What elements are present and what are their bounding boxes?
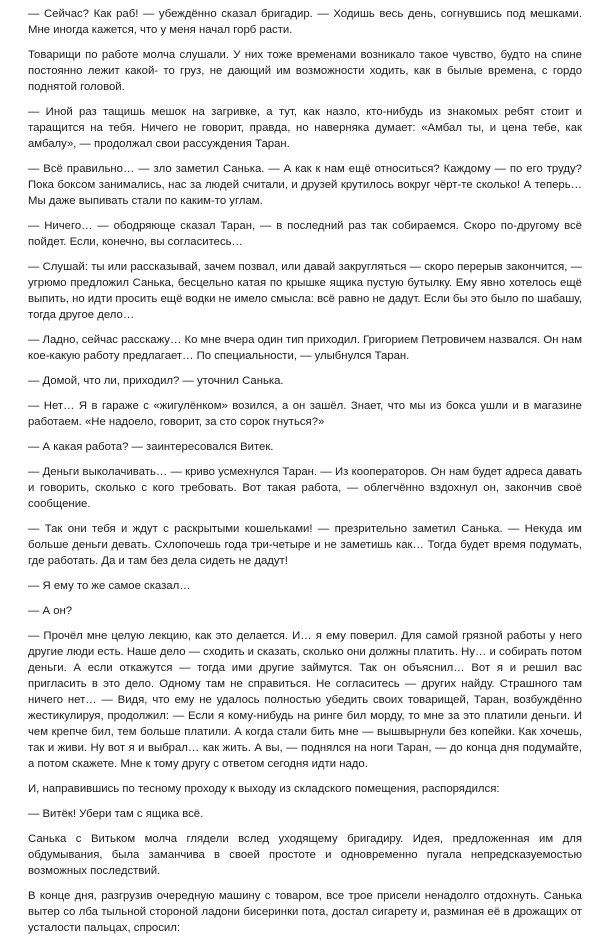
paragraph: — Домой, что ли, приходил? — уточнил Санька.	[28, 375, 284, 387]
paragraph: — Всё правильно… — зло заметил Санька. — А как к нам ещё относиться? Каждому — по его труду? Пока боксом занимались, нас за людей считали, и друзей крутилось вокруг чёрт-те сколько! А теперь… Мы даже выпивать стали по каким-то углам.	[28, 163, 582, 207]
paragraph: Санька с Витьком молча глядели вслед уходящему бригадиру. Идея, предложенная им для обдумывания, была заманчива в своей простоте и одновременно пугала непредсказуемостью возможных последствий.	[28, 833, 582, 877]
paragraph: — А он?	[28, 605, 73, 617]
paragraph: — Деньги выколачивать… — криво усмехнулся Таран. — Из кооператоров. Он нам будет адреса давать и говорить, сколько с кого требовать. Вот такая работа, — облегчённо вздохнул он, закончив своё сообщение.	[28, 466, 582, 510]
paragraph: — Нет… Я в гараже с «жигулёнком» возился, а он зашёл. Знает, что мы из бокса ушли и в магазине работаем. «Не надоело, говорит, за сто сорок гнуться?»	[28, 400, 582, 428]
paragraph: В конце дня, разгрузив очередную машину с товаром, все трое присели ненадолго отдохнуть. Санька вытер со лба тыльной стороной ладони бисеринки пота, достал сигарету и, разминая её в дрожащих от усталости пальцах, спросил:	[28, 890, 582, 934]
paragraph: — Иной раз тащишь мешок на загривке, а тут, как назло, кто-нибудь из знакомых ребят стоит и таращится на тебя. Ничего не говорит, правда, но наверняка думает: «Амбал ты, и цена тебе, как амбалу», — продолжал свои рассуждения Таран.	[28, 106, 582, 150]
paragraph: — Ладно, сейчас расскажу… Ко мне вчера один тип приходил. Григорием Петровичем назвался. Он нам кое-какую работу предлагает… По специальности, — улыбнулся Таран.	[28, 334, 582, 362]
paragraph: — Ничего… — ободряюще сказал Таран, — в последний раз так собираемся. Скоро по-другому всё пойдет. Если, конечно, вы согласитесь…	[28, 220, 582, 248]
paragraph: — Слушай: ты или рассказывай, зачем позвал, или давай закругляться — скоро перерыв закончится, — угрюмо предложил Санька, бесцельно катая по крышке ящика пустую бутылку. Ему явно хотелось ещё выпить, но идти просить ещё водки не имело смысла: всё равно не дадут. Если бы это было по шабашу, тогда другое дело…	[28, 261, 582, 321]
paragraph: — Витёк! Убери там с ящика всё.	[28, 808, 204, 820]
paragraph: — Сейчас? Как раб! — убеждённо сказал бригадир. — Ходишь весь день, согнувшись под мешками. Мне иногда кажется, что у меня начал горб расти.	[28, 8, 582, 36]
paragraph: — Я ему то же самое сказал…	[28, 580, 191, 592]
paragraph: Товарищи по работе молча слушали. У них тоже временами возникало такое чувство, будто на спине постоянно лежит какой- то груз, не дающий им возможности ходить, как в былые времена, с гордо поднятой головой.	[28, 49, 582, 93]
paragraph: И, направившись по тесному проходу к выходу из складского помещения, распорядился:	[28, 783, 500, 795]
paragraph: — Так они тебя и ждут с раскрытыми кошельками! — презрительно заметил Санька. — Некуда им больше деньги девать. Схлопочешь года три-четыре и не заметишь как… Тогда будет время подумать, где работать. Да и там без дела сидеть не дадут!	[28, 523, 582, 567]
paragraph: — Прочёл мне целую лекцию, как это делается. И… я ему поверил. Для самой грязной работы у него другие люди есть. Наше дело — сходить и сказать, сколько они должны платить. Ну… и собирать потом деньги. А если откажутся — тогда ими другие займутся. Так он объяснил… Вот я и решил вас пригласить в это дело. Одному там не справиться. Не согласитесь — других найду. Страшного там ничего нет… — Видя, что ему не удалось полностью убедить своих товарищей, Таран, возбуждённо жестикулируя, продолжил: — Если я кому-нибудь на ринге бил морду, то мне за это платили деньги. И чем крепче бил, тем больше платили. А когда стали бить мне — вышвырнули без копейки. Как хочешь, так и живи. Ну вот я и выбрал… как жить. А вы, — поднялся на ноги Таран, — до конца дня подумайте, а потом скажете. Мне к тому другу с ответом сегодня идти надо.	[28, 630, 582, 770]
paragraph: — А какая работа? — заинтересовался Витек.	[28, 441, 274, 453]
